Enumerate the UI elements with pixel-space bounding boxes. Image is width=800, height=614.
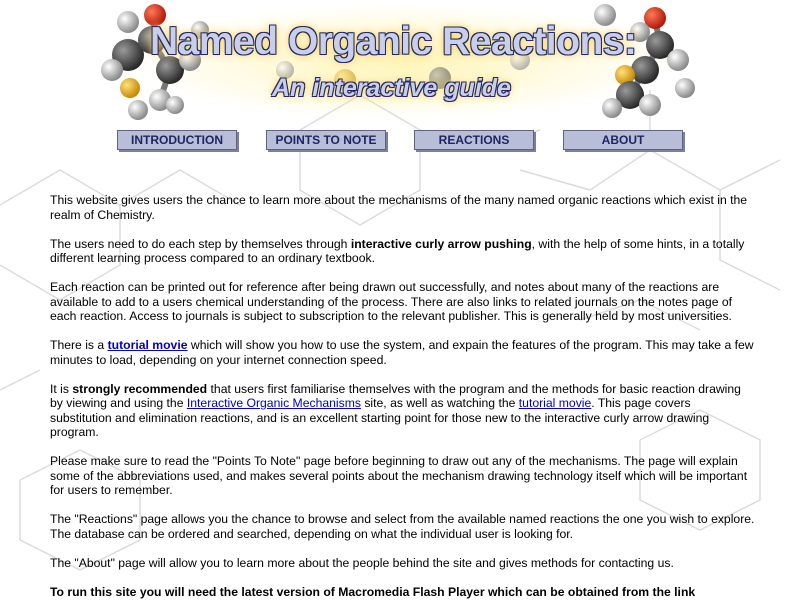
- tutorial-movie-link[interactable]: tutorial movie: [107, 338, 188, 352]
- site-subtitle: An interactive guide: [272, 74, 511, 102]
- interactive-organic-mechanisms-link[interactable]: Interactive Organic Mechanisms: [186, 396, 361, 410]
- p2-text-before: The users need to do each step by themselves through: [50, 236, 351, 251]
- intro-content: [50, 193, 755, 614]
- intro-paragraph-7: The "Reactions" page allows you the chance to browse and select from the available named reactions the one you wish to explore. The database can be ordered and searched, depending on what the individual user is looking for.: [50, 512, 755, 541]
- nav-introduction-button[interactable]: INTRODUCTION: [117, 130, 237, 150]
- intro-paragraph-8: The "About" page will allow you to learn more about the people behind the site and gives methods for contacting us.: [50, 555, 674, 570]
- tutorial-movie-link-2[interactable]: tutorial movie: [518, 396, 592, 410]
- nav-about-button[interactable]: ABOUT: [563, 130, 683, 150]
- intro-paragraph-4: [50, 338, 755, 367]
- nav-points-to-note-button[interactable]: POINTS TO NOTE: [266, 130, 386, 150]
- p5-text-before: It is: [50, 381, 73, 396]
- p2-text-after: , with the help of some hints, in a totally different learning process compared to an ordinary textbook.: [50, 236, 745, 265]
- intro-paragraph-5: [50, 382, 755, 440]
- p5-text-middle-2: site, as well as watching the: [360, 396, 519, 410]
- p5-text-middle-1: that users first familiarise themselves with the program and the methods for basic reaction drawing by viewing and using the: [50, 381, 741, 410]
- main-navigation: [0, 130, 800, 152]
- intro-paragraph-3: Each reaction can be printed out for reference after being drawn out successfully, and notes about many of the reactions are available to add to a users chemical understanding of the process. There are also links to related journals on the notes page of each reaction. Access to journals is subject to subscription to the relevant publisher. This is generally held by most universities.: [50, 280, 733, 323]
- intro-paragraph-6: Please make sure to read the "Points To Note" page before beginning to draw out any of the mechanisms. The page will explain some of the abbreviations used, and makes several points about the mechanism drawing technology itself which will be important for users to remember.: [50, 454, 748, 497]
- site-title: Named Organic Reactions:: [150, 20, 637, 63]
- intro-paragraph-2: [50, 237, 755, 266]
- p4-text-before: There is a: [50, 338, 108, 352]
- p4-text-after: which will show you how to use the system, and expain the features of the program. This may take a few minutes to load, depending on your internet connection speed.: [50, 338, 754, 367]
- strongly-recommended-emphasis: strongly recommended: [72, 381, 208, 396]
- flash-player-notice: To run this site you will need the latest version of Macromedia Flash Player which can be obtained from the link: [50, 584, 696, 599]
- p5-text-after: . This page covers substitution and elimination reactions, and is an excellent starting point for those new to the interactive curly arrow drawing program.: [50, 396, 710, 439]
- intro-paragraph-1: This website gives users the chance to learn more about the mechanisms of the many named organic reactions which exist in the realm of Chemistry.: [50, 193, 748, 222]
- curly-arrow-emphasis: interactive curly arrow pushing: [350, 236, 532, 251]
- nav-reactions-button[interactable]: REACTIONS: [414, 130, 534, 150]
